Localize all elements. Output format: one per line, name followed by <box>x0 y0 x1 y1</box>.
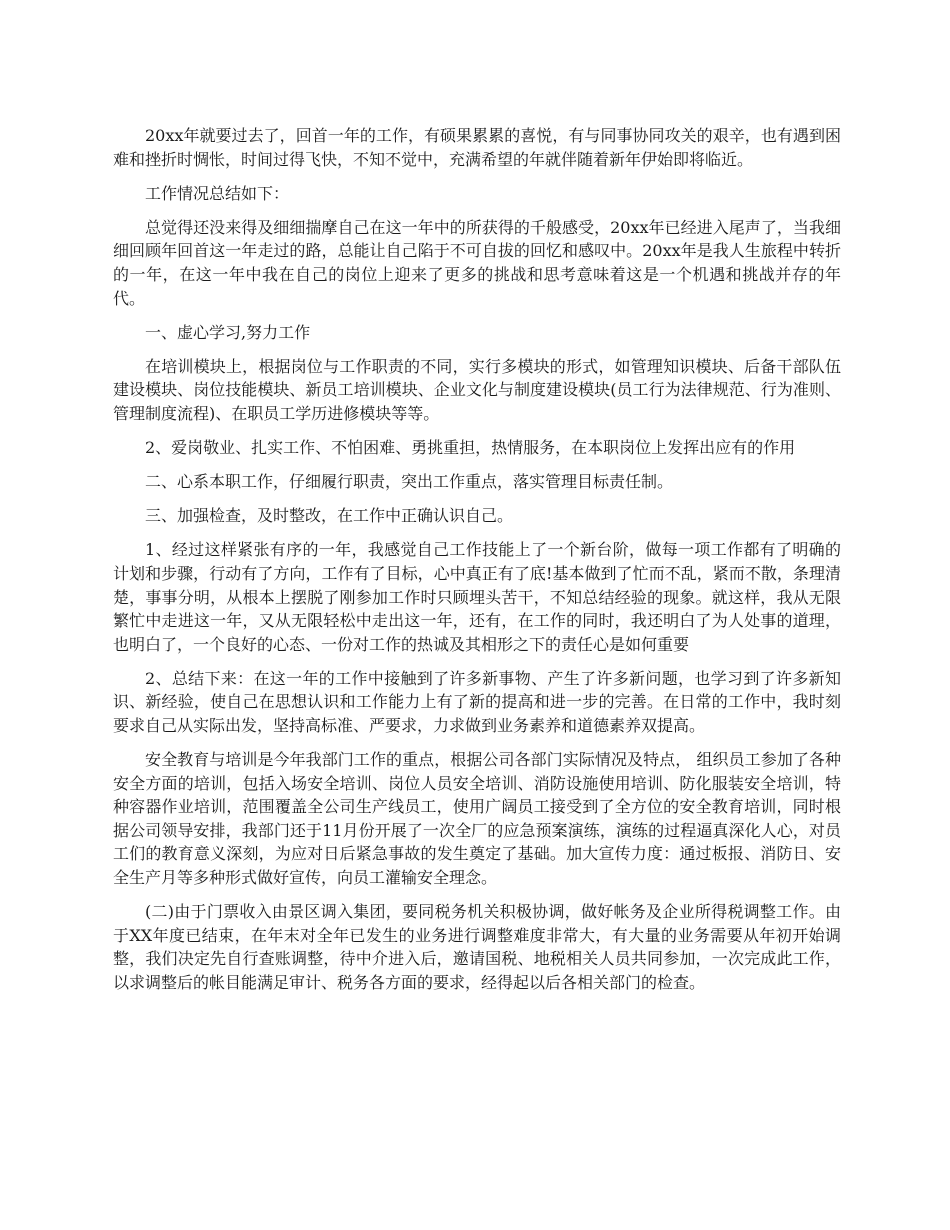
paragraph-training-modules: 在培训模块上，根据岗位与工作职责的不同，实行多模块的形式，如管理知识模块、后备干部队伍建设模块、岗位技能模块、新员工培训模块、企业文化与制度建设模块(员工行为法律规范、行为准则、管理制度流程)、在职员工学历进修模块等等。 <box>113 356 841 423</box>
paragraph-item-2: 2、总结下来：在这一年的工作中接触到了许多新事物、产生了许多新问题，也学习到了许多新知识、新经验，使自己在思想认识和工作能力上有了新的提高和进一步的完善。在日常的工作中，我时刻要求自己从实际出发，坚持高标准、严要求，力求做到业务素养和道德素养双提高。 <box>113 668 841 735</box>
paragraph-dedication: 2、爱岗敬业、扎实工作、不怕困难、勇挑重担，热情服务，在本职岗位上发挥出应有的作用 <box>145 438 796 458</box>
section-heading-3: 三、加强检查，及时整改，在工作中正确认识自己。 <box>145 506 514 526</box>
paragraph-safety-training: 安全教育与培训是今年我部门工作的重点，根据公司各部门实际情况及特点， 组织员工参加了各种安全方面的培训，包括入场安全培训、岗位人员安全培训、消防设施使用培训、防化服装安全培训，特种容器作业培训，范围覆盖全公司生产线员工，使用广阔员工接受到了全方位的安全教育培训，同时根据公司领导安排，我部门还于11月份开展了一次全厂的应急预案演练，演练的过程逼真深化人心，对员工们的教育意义深刻，为应对日后紧急事故的发生奠定了基础。加大宣传力度：通过板报、消防日、安全生产月等多种形式做好宣传，向员工灌输安全理念。 <box>113 750 841 888</box>
paragraph-intro: 20xx年就要过去了，回首一年的工作，有硕果累累的喜悦，有与同事协同攻关的艰辛，也有遇到困难和挫折时惆怅，时间过得飞快，不知不觉中，充满希望的年就伴随着新年伊始即将临近。 <box>113 126 841 169</box>
section-heading-2: 二、心系本职工作，仔细履行职责，突出工作重点，落实管理目标责任制。 <box>145 472 674 492</box>
document-body <box>113 124 841 1005</box>
paragraph-item-1: 1、经过这样紧张有序的一年，我感觉自己工作技能上了一个新台阶，做每一项工作都有了明确的计划和步骤，行动有了方向，工作有了目标，心中真正有了底!基本做到了忙而不乱，紧而不散，条理清楚，事事分明，从根本上摆脱了刚参加工作时只顾埋头苦干，不知总结经验的现象。就这样，我从无限繁忙中走进这一年，又从无限轻松中走出这一年，还有，在工作的同时，我还明白了为人处事的道理，也明白了，一个良好的心态、一份对工作的热诚及其相形之下的责任心是如何重要 <box>113 540 841 654</box>
paragraph-tax-adjustment: (二)由于门票收入由景区调入集团，要同税务机关积极协调，做好帐务及企业所得税调整工作。由于XX年度已结束，在年末对全年已发生的业务进行调整难度非常大，有大量的业务需要从年初开始调整，我们决定先自行查账调整，待中介进入后，邀请国税、地税相关人员共同参加，一次完成此工作，以求调整后的帐目能满足审计、税务各方面的要求，经得起以后各相关部门的检查。 <box>113 902 841 992</box>
paragraph-reflection: 总觉得还没来得及细细揣摩自己在这一年中的所获得的千般感受，20xx年已经进入尾声了，当我细细回顾年回首这一年走过的路，总能让自己陷于不可自拔的回忆和感叹中。20xx年是我人生旅程中转折的一年，在这一年中我在自己的岗位上迎来了更多的挑战和思考意味着这是一个机遇和挑战并存的年代。 <box>113 217 841 308</box>
paragraph-summary-heading: 工作情况总结如下： <box>145 183 290 203</box>
section-heading-1: 一、虚心学习,努力工作 <box>145 322 311 342</box>
